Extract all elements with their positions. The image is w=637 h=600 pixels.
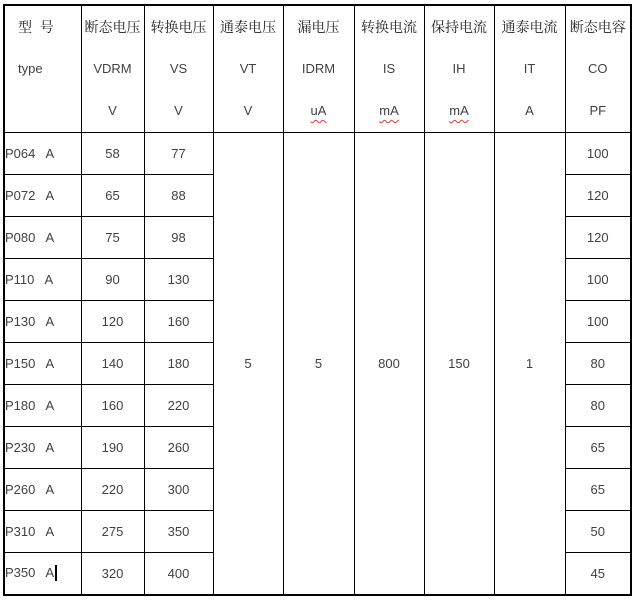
model-cell[interactable]: P064 A [4,133,81,175]
vdrm-cell[interactable]: 140 [81,343,144,385]
header-cn-label: 转换电压 [150,19,207,35]
vdrm-cell[interactable]: 65 [81,175,144,217]
model-cell[interactable]: P310 A [4,511,81,553]
spellcheck-underlined-text: uA [310,103,327,118]
co-cell[interactable]: 50 [565,511,631,553]
header-unit-label [355,90,424,132]
col-header-is[interactable] [354,5,424,133]
header-unit-label: PF [589,103,607,118]
vs-cell[interactable]: 260 [144,427,213,469]
col-header-vdrm[interactable] [81,5,144,133]
header-abbr-label: IDRM [301,61,336,76]
col-header-it[interactable] [494,5,565,133]
ih-merged-cell[interactable]: 150 [424,133,494,595]
model-cell[interactable]: P072 A [4,175,81,217]
table-row [4,133,631,175]
spec-table [3,4,632,596]
vs-cell[interactable]: 160 [144,301,213,343]
vs-cell[interactable]: 300 [144,469,213,511]
vdrm-cell[interactable]: 58 [81,133,144,175]
vdrm-cell[interactable]: 160 [81,385,144,427]
co-cell[interactable]: 100 [565,259,631,301]
model-cell[interactable]: P230 A [4,427,81,469]
vs-cell[interactable]: 180 [144,343,213,385]
col-header-idrm[interactable] [283,5,354,133]
co-cell[interactable]: 65 [565,469,631,511]
vdrm-cell[interactable]: 75 [81,217,144,259]
header-abbr-label: VDRM [93,61,132,76]
header-abbr-label: IH [452,61,466,76]
header-unit-label: V [243,103,253,118]
col-header-vs[interactable] [144,5,213,133]
idrm-merged-cell[interactable]: 5 [283,133,354,595]
vs-cell[interactable]: 220 [144,385,213,427]
header-abbr-label: VS [169,61,188,76]
vs-cell[interactable]: 77 [144,133,213,175]
co-cell[interactable]: 100 [565,301,631,343]
co-cell[interactable]: 120 [565,175,631,217]
header-cn-label: 保持电流 [431,19,487,35]
model-cell[interactable]: P150 A [4,343,81,385]
header-cn-label: 通泰电流 [501,19,558,35]
header-cn-label: 通泰电压 [220,19,276,35]
header-abbr-label: CO [588,61,608,76]
text-cursor [55,565,57,581]
model-cell[interactable]: P110 A [4,259,81,301]
vt-merged-cell[interactable]: 5 [213,133,283,595]
col-header-co[interactable] [565,5,631,133]
header-unit-label [284,90,354,132]
vs-cell[interactable]: 350 [144,511,213,553]
model-cell[interactable]: P080 A [4,217,81,259]
header-abbr-label: VT [239,61,257,76]
header-unit-label: A [525,103,534,118]
header-cn-label: 型 号 [18,19,54,35]
vs-cell[interactable]: 130 [144,259,213,301]
model-label: P350 A [5,564,55,580]
col-header-vt[interactable] [213,5,283,133]
is-merged-cell[interactable]: 800 [354,133,424,595]
header-cn-label: 转换电流 [361,19,417,35]
co-cell[interactable]: 65 [565,427,631,469]
vdrm-cell[interactable]: 90 [81,259,144,301]
col-header-ih[interactable] [424,5,494,133]
co-cell[interactable]: 100 [565,133,631,175]
header-abbr-label: IS [382,61,396,76]
header-cn-label: 漏电压 [297,19,340,35]
header-unit-label: V [174,103,183,118]
it-merged-cell[interactable]: 1 [494,133,565,595]
co-cell[interactable]: 80 [565,385,631,427]
header-cn-label: 断态电压 [84,19,141,35]
vdrm-cell[interactable]: 275 [81,511,144,553]
header-unit-label [5,90,81,132]
vdrm-cell[interactable]: 120 [81,301,144,343]
spellcheck-underlined-text: mA [449,103,469,118]
header-unit-label [425,90,494,132]
model-cell[interactable] [4,553,81,595]
vs-cell[interactable]: 98 [144,217,213,259]
vdrm-cell[interactable]: 220 [81,469,144,511]
spellcheck-underlined-text: mA [379,103,399,118]
vs-cell[interactable]: 400 [144,553,213,595]
header-abbr-label: IT [523,61,536,76]
model-cell[interactable]: P260 A [4,469,81,511]
vdrm-cell[interactable]: 190 [81,427,144,469]
header-abbr-label: type [18,61,43,76]
model-cell[interactable]: P130 A [4,301,81,343]
co-cell[interactable]: 45 [565,553,631,595]
header-unit-label: V [108,103,117,118]
model-cell[interactable]: P180 A [4,385,81,427]
co-cell[interactable]: 120 [565,217,631,259]
header-row [4,5,631,133]
header-cn-label: 断态电容 [569,19,626,35]
co-cell[interactable]: 80 [565,343,631,385]
vs-cell[interactable]: 88 [144,175,213,217]
vdrm-cell[interactable]: 320 [81,553,144,595]
col-header-type[interactable] [4,5,81,133]
